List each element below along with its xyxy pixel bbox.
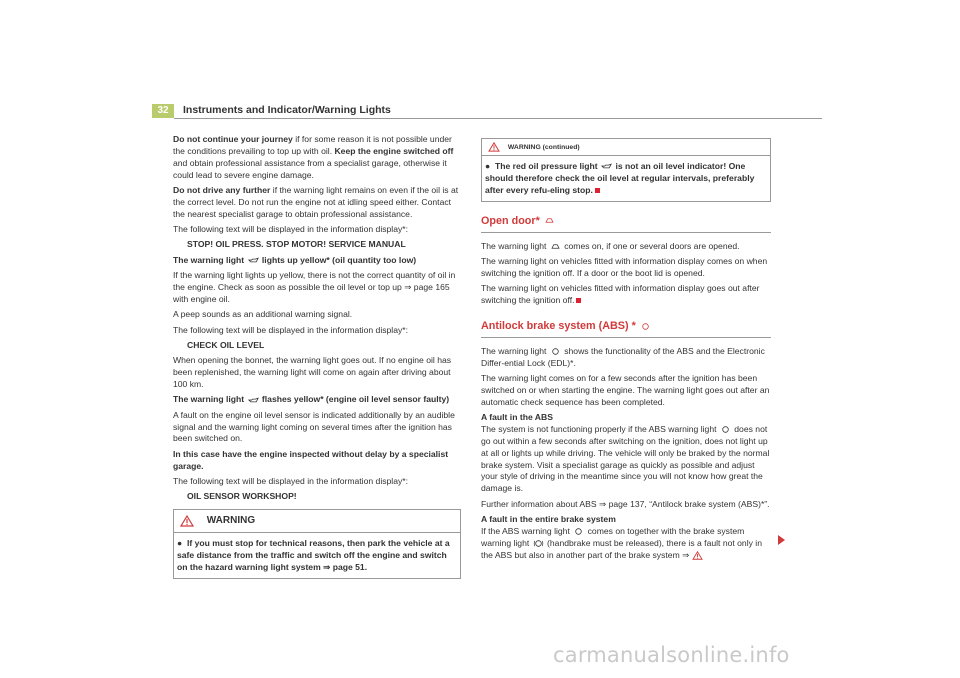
subheading: The warning light lights up yellow* (oil quantity too low) — [173, 254, 417, 265]
end-mark-icon — [595, 188, 600, 193]
subheading: A fault in the ABS — [481, 412, 553, 423]
paragraph: The warning light comes on, if one or several doors are opened. — [481, 240, 740, 251]
oil-can-icon — [248, 397, 259, 404]
oil-can-icon — [601, 163, 612, 170]
paragraph: If the ABS warning light comes on together with the brake system warning light (handbrake must be released), there is a fault not only in the ABS but also in another part of the brake system ⇒ — [481, 525, 762, 560]
paragraph: The warning light on vehicles fitted with information display comes on when switching the ignition off. If a door or the boot lid is opened. — [481, 256, 768, 278]
warning-triangle-icon — [692, 551, 703, 560]
warning-triangle-icon — [488, 142, 500, 152]
open-door-icon — [550, 243, 561, 250]
subheading: A fault in the entire brake system — [481, 514, 616, 524]
warning-continued-box — [481, 138, 771, 202]
warning-header: WARNING — [174, 510, 460, 533]
paragraph: A peep sounds as an additional warning signal. — [173, 309, 353, 320]
paragraph: If the warning light lights up yellow, there is not the correct quantity of oil in the engine. Check as soon as possible the oil level or top up ⇒ page 165 with engine oil. — [173, 270, 456, 304]
paragraph: The system is not functioning properly if the ABS warning light does not go out within a few seconds after switching on the ignition, does not light up at all or lights up while driving. The vehicle will only be braked by the normal brake system. Visit a specialist garage as quickly as possible and adjust your style of driving in the meantime since you will not know how great the damage is. — [481, 423, 770, 494]
display-text: STOP! OIL PRESS. STOP MOTOR! SERVICE MANUAL — [187, 239, 406, 250]
paragraph: The following text will be displayed in the information display*: — [173, 224, 409, 235]
oil-can-icon — [248, 257, 259, 264]
display-text: OIL SENSOR WORKSHOP! — [187, 491, 297, 502]
warning-continued-body: ● The red oil pressure light is not an oil level indicator! One should therefore check the oil level at regular intervals, preferably after every refu-eling stop. — [485, 161, 755, 195]
warning-box — [173, 509, 461, 578]
abs-icon — [640, 323, 651, 330]
warning-body: ● If you must stop for technical reasons, then park the vehicle at a safe distance from the traffic and switch off the engine and switch on the hazard warning light system ⇒ page 51. — [177, 538, 450, 572]
abs-icon — [550, 348, 561, 355]
paragraph: Do not continue your journey if for some reason it is not possible under the conditions prevailing to top up with oil. Keep the engine switched off and obtain professional assistance from a specialist garage, otherwise it could lead to severe engine damage. — [173, 134, 454, 180]
brake-system-icon — [533, 540, 544, 547]
right-column — [481, 138, 771, 565]
abs-icon — [573, 528, 584, 535]
section-title-abs: Antilock brake system (ABS) * — [481, 319, 771, 338]
open-door-icon — [544, 217, 555, 224]
abs-icon — [720, 426, 731, 433]
paragraph: A fault on the engine oil level sensor is indicated additionally by an audible signal and the warning light coming on several times after the ignition has been switched on. — [173, 409, 455, 444]
page-number: 32 — [152, 104, 174, 118]
paragraph: The warning light on vehicles fitted with information display goes out after switching the ignition off. — [481, 283, 760, 306]
paragraph: The warning light shows the functionality of the ABS and the Electronic Differ-ential Lock (EDL)*. — [481, 345, 765, 368]
end-mark-icon — [576, 298, 581, 303]
paragraph: Further information about ABS ⇒ page 137, “Antilock brake system (ABS)*”. — [481, 498, 770, 509]
paragraph: In this case have the engine inspected without delay by a specialist garage. — [173, 448, 449, 471]
paragraph: The following text will be displayed in the information display*: — [173, 324, 409, 335]
page-header-title: Instruments and Indicator/Warning Lights — [183, 104, 391, 116]
next-page-arrow-icon[interactable] — [778, 535, 785, 545]
warning-continued-header: WARNING (continued) — [482, 139, 770, 156]
paragraph: The warning light comes on for a few seconds after the ignition has been switched on or when starting the engine. The warning light goes out after an automatic check sequence has been completed. — [481, 373, 770, 407]
paragraph: Do not drive any further if the warning light remains on even if the oil is at the correct level. Do not run the engine not at idling speed either. Contact the nearest specialist garage to obtain professional assistance. — [173, 184, 459, 219]
paragraph: When opening the bonnet, the warning light goes out. If no engine oil has been replenished, the warning light will come on again after driving about 100 km. — [173, 355, 452, 389]
subheading: The warning light flashes yellow* (engine oil level sensor faulty) — [173, 394, 450, 405]
warning-triangle-icon — [180, 515, 194, 527]
paragraph: The following text will be displayed in the information display*: — [173, 475, 409, 486]
section-title-open-door: Open door* — [481, 214, 771, 233]
left-column — [173, 134, 461, 579]
watermark: carmanualsonline.info — [553, 643, 790, 667]
header-rule — [174, 118, 822, 119]
display-text: CHECK OIL LEVEL — [187, 339, 265, 350]
